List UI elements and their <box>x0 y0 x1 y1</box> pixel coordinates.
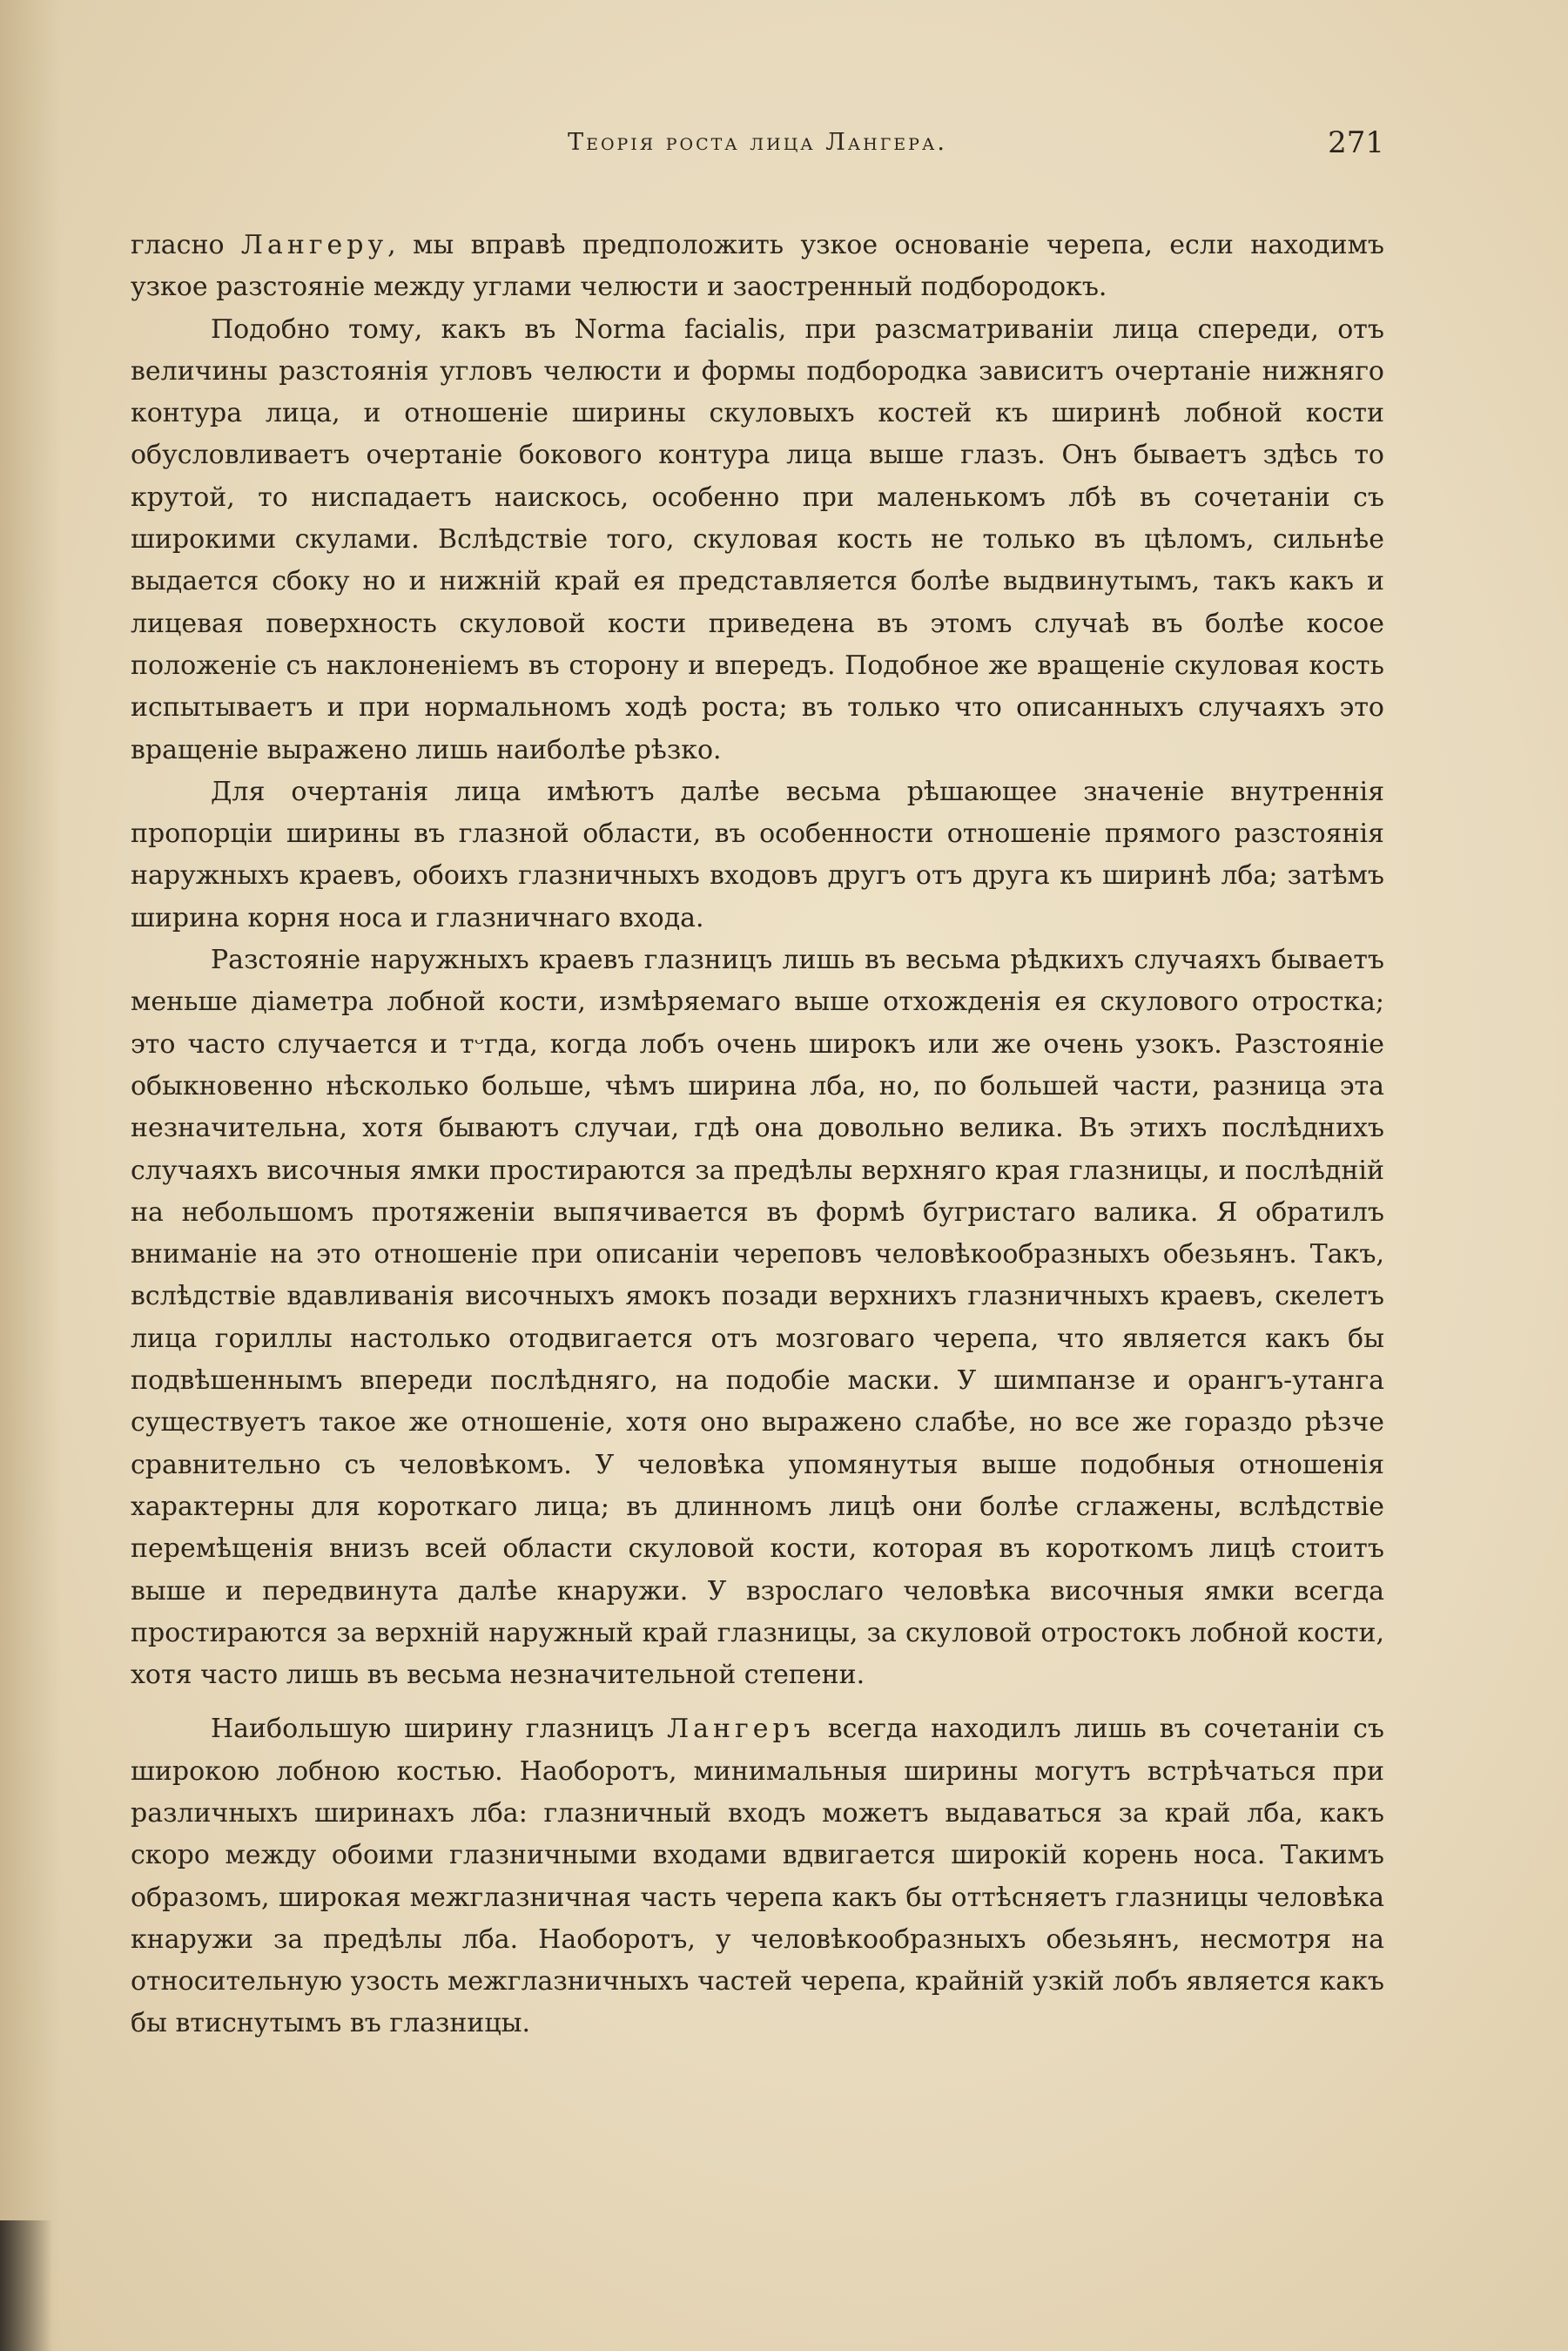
spaced-name: Лангеру <box>240 230 388 260</box>
text-run: , мы вправѣ предположить узкое основаніе черепа, если находимъ узкое разстояніе между углами челюсти и заостренный подбородокъ. <box>131 230 1384 303</box>
spaced-name: Лангеръ <box>667 1714 815 1745</box>
text-run: Разстояніе наружныхъ краевъ глазницъ лишь въ весьма рѣдкихъ случаяхъ бываетъ меньше діаметра лобной кости, измѣряемаго выше отхожденія ея скулового отростка; это часто случается и т <box>131 945 1384 1060</box>
text-run: всегда находилъ лишь въ сочетаніи съ широкою лобною костью. Наоборотъ, минимальныя ширины могутъ встрѣчаться при различныхъ ширинахъ лба: глазничный входъ можетъ выдаваться за край лба, какъ скоро между обоими глазничными входами вдвигается широкій корень носа. Такимъ образомъ, широкая межглазничная часть черепа какъ бы оттѣсняетъ глазницы человѣка кнаружи за предѣлы лба. Наоборотъ, у человѣкообразныхъ обезьянъ, несмотря на относительную узость межглазничныхъ частей черепа, крайній узкій лобъ является какъ бы втиснутымъ въ глазницы. <box>131 1714 1385 2039</box>
running-head <box>131 125 1384 181</box>
paragraph <box>131 225 1384 309</box>
text-run: гда, когда лобъ очень широкъ или же очень узокъ. Разстояніе обыкновенно нѣсколько больше, чѣмъ ширина лба, но, по большей части, разница эта незначительна, хотя бываютъ случаи, гдѣ она довольно велика. Въ этихъ послѣднихъ случаяхъ височныя ямки простираются за предѣлы верхняго края глазницы, и послѣдній на небольшомъ протяженіи выпячивается въ формѣ бугристаго валика. Я обратилъ вниманіе на это отношеніе при описаніи череповъ человѣкообразныхъ обезьянъ. Такъ, вслѣдствіе вдавливанія височныхъ ямокъ позади верхнихъ глазничныхъ краевъ, скелетъ лица гориллы настолько отодвигается отъ мозговаго черепа, что является какъ бы подвѣшеннымъ впереди послѣдняго, на подобіе маски. У шимпанзе и орангъ-утанга существуетъ такое же отношеніе, хотя оно выражено слабѣе, но все же гораздо рѣзче сравнительно съ человѣкомъ. У человѣка упомянутыя выше подобныя отношенія характерны для короткаго лица; въ длинномъ лицѣ они болѣе сглажены, вслѣдствіе перемѣщенія внизъ всей области скуловой кости, которая въ короткомъ лицѣ стоитъ выше и передвинута далѣе кнаружи. У взрослаго человѣка височныя ямки всегда простираются за верхній наружный край глазницы, за скуловой отростокъ лобной кости, хотя часто лишь въ весьма незначительной степени. <box>131 1028 1384 1691</box>
page-number: 271 <box>1328 125 1384 160</box>
paragraph <box>131 771 1384 940</box>
text-run: Наибольшую ширину глазницъ <box>211 1714 668 1745</box>
text-run: Подобно тому, какъ въ Norma facialis, при разсматриваніи лица спереди, отъ величины разстоянія угловъ челюсти и формы подбородка зависитъ очертаніе нижняго контура лица, и отношеніе ширины скуловыхъ костей къ ширинѣ лобной кости обусловливаетъ очертаніе бокового контура лица выше глазъ. Онъ бываетъ здѣсь то крутой, то ниспадаетъ наискось, особенно при маленькомъ лбѣ въ сочетаніи съ широкими скулами. Вслѣдствіе того, скуловая кость не только въ цѣломъ, сильнѣе выдается сбоку но и нижній край ея представляется болѣе выдвинутымъ, такъ какъ и лицевая поверхность скуловой кости приведена въ этомъ случаѣ въ болѣе косое положеніе съ наклоненіемъ въ сторону и впередъ. Подобное же вращеніе скуловая кость испытываетъ и при нормальномъ ходѣ роста; въ только что описанныхъ случаяхъ это вращеніе выражено лишь наиболѣе рѣзко. <box>131 313 1384 765</box>
paragraph <box>131 309 1384 771</box>
text-run: ᵕ <box>474 1028 485 1060</box>
paragraph <box>131 1708 1384 2044</box>
running-title: Теорія роста лица Лангера. <box>568 129 947 156</box>
body-text <box>131 225 1384 2045</box>
scan-border <box>0 2220 52 2351</box>
paragraph <box>131 940 1384 1696</box>
page-edge-shadow <box>0 0 61 2351</box>
text-run: Для очертанія лица имѣютъ далѣе весьма рѣшающее значеніе внутреннія пропорціи ширины въ глазной области, въ особенности отношеніе прямого разстоянія наружныхъ краевъ, обоихъ глазничныхъ входовъ другъ отъ друга къ ширинѣ лба; затѣмъ ширина корня носа и глазничнаго входа. <box>131 776 1384 933</box>
text-run: гласно <box>131 230 241 260</box>
